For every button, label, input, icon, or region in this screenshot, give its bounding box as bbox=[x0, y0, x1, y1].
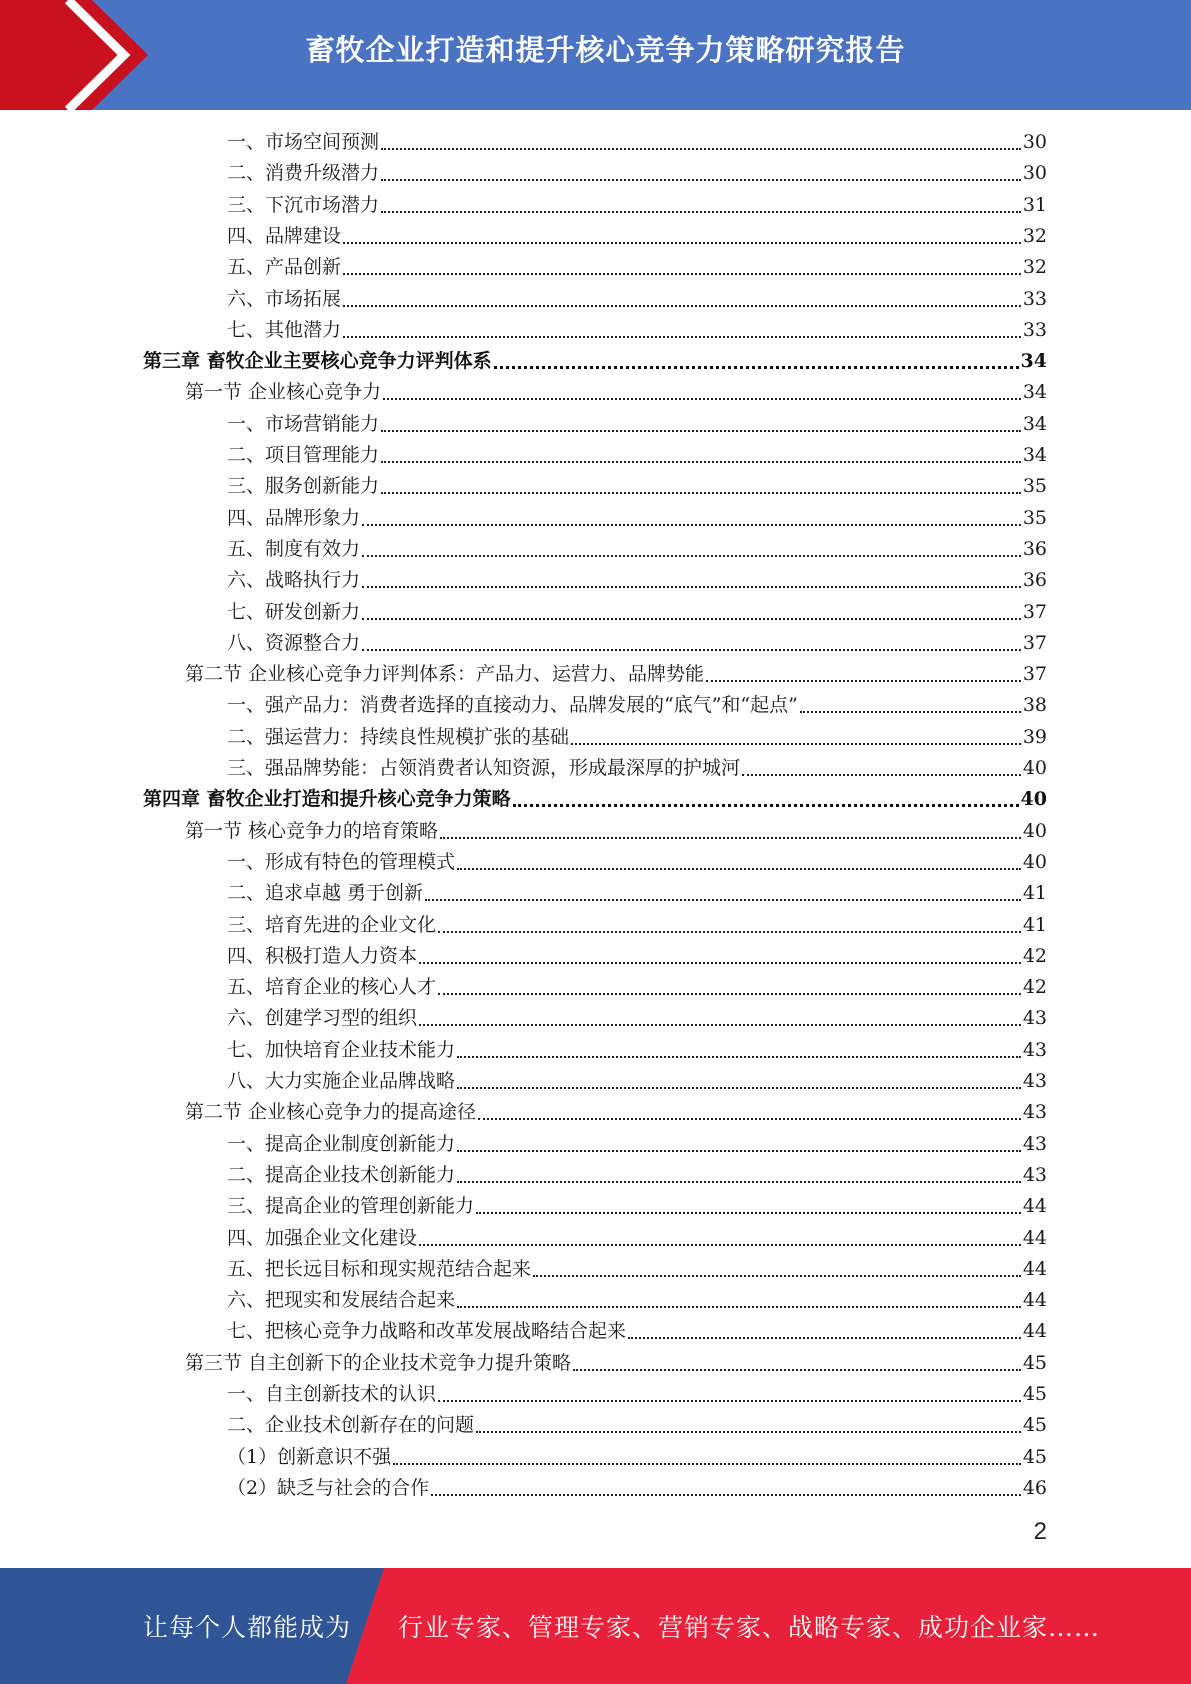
toc-entry-page-number: 43 bbox=[1022, 1070, 1047, 1092]
toc-entry-title: 一、提高企业制度创新能力 bbox=[227, 1132, 456, 1155]
toc-entry-title: 七、其他潜力 bbox=[227, 318, 342, 341]
toc-dot-leader bbox=[381, 148, 1021, 150]
toc-entry-page-number: 43 bbox=[1022, 1038, 1047, 1061]
toc-entry-page-number: 44 bbox=[1022, 1257, 1047, 1280]
toc-entry-item[interactable] bbox=[227, 471, 1047, 502]
toc-entry-title: 第三章 畜牧企业主要核心竞争力评判体系 bbox=[143, 350, 492, 373]
toc-entry-section[interactable] bbox=[185, 1348, 1047, 1379]
toc-entry-page-number: 40 bbox=[1022, 757, 1047, 779]
toc-entry-title: 三、服务创新能力 bbox=[227, 475, 380, 498]
toc-dot-leader bbox=[362, 555, 1021, 557]
toc-entry-item[interactable] bbox=[227, 158, 1047, 189]
toc-entry-title: 一、自主创新技术的认识 bbox=[227, 1383, 437, 1405]
toc-entry-page-number: 41 bbox=[1022, 913, 1047, 936]
toc-entry-section[interactable] bbox=[185, 816, 1047, 847]
toc-dot-leader bbox=[381, 430, 1021, 432]
toc-dot-leader bbox=[438, 993, 1021, 995]
toc-entry-title: 一、市场空间预测 bbox=[227, 131, 380, 153]
toc-entry-item[interactable] bbox=[227, 1316, 1047, 1347]
toc-entry-title: （2）缺乏与社会的合作 bbox=[227, 1476, 430, 1499]
toc-entry-item[interactable] bbox=[227, 252, 1047, 283]
toc-entry-title: 二、企业技术创新存在的问题 bbox=[227, 1414, 475, 1437]
toc-entry-item[interactable] bbox=[227, 1066, 1047, 1097]
toc-entry-item[interactable] bbox=[227, 1285, 1047, 1316]
toc-entry-title: 六、市场拓展 bbox=[227, 287, 342, 310]
toc-dot-leader bbox=[393, 1463, 1021, 1465]
toc-dot-leader bbox=[383, 398, 1021, 400]
toc-entry-page-number: 40 bbox=[1020, 788, 1047, 811]
toc-entry-page-number: 44 bbox=[1022, 1320, 1047, 1343]
toc-entry-item[interactable] bbox=[227, 190, 1047, 221]
toc-entry-page-number: 36 bbox=[1022, 537, 1047, 560]
toc-entry-item[interactable] bbox=[227, 628, 1047, 659]
toc-entry-page-number: 37 bbox=[1022, 600, 1047, 623]
toc-dot-leader bbox=[571, 743, 1021, 745]
toc-dot-leader bbox=[800, 711, 1021, 713]
toc-entry-title: 一、市场营销能力 bbox=[227, 412, 380, 435]
toc-dot-leader bbox=[362, 649, 1021, 651]
toc-entry-page-number: 34 bbox=[1022, 381, 1047, 404]
toc-entry-title: 三、下沉市场潜力 bbox=[227, 193, 380, 216]
toc-entry-page-number: 34 bbox=[1022, 412, 1047, 435]
toc-dot-leader bbox=[457, 1056, 1021, 1058]
toc-dot-leader bbox=[362, 524, 1021, 526]
toc-entry-item[interactable] bbox=[227, 597, 1047, 628]
page-footer bbox=[0, 1568, 1191, 1684]
page-number: 2 bbox=[1033, 1518, 1047, 1545]
toc-dot-leader bbox=[457, 868, 1021, 870]
toc-entry-title: 三、强品牌势能：占领消费者认知资源，形成最深厚的护城河 bbox=[227, 757, 741, 779]
toc-entry-page-number: 41 bbox=[1022, 882, 1047, 905]
toc-entry-page-number: 37 bbox=[1022, 663, 1047, 686]
toc-dot-leader bbox=[362, 618, 1021, 620]
footer-slogan-right: 行业专家、管理专家、营销专家、战略专家、成功企业家…… bbox=[398, 1613, 1101, 1642]
toc-entry-page-number: 35 bbox=[1022, 475, 1047, 498]
toc-entry-page-number: 43 bbox=[1022, 1163, 1047, 1186]
toc-entry-item[interactable] bbox=[227, 284, 1047, 315]
toc-entry-title: 五、制度有效力 bbox=[227, 537, 361, 560]
toc-entry-title: （1）创新意识不强 bbox=[227, 1445, 392, 1468]
toc-dot-leader bbox=[457, 1087, 1021, 1089]
toc-dot-leader bbox=[457, 1150, 1021, 1152]
toc-entry-title: 四、积极打造人力资本 bbox=[227, 944, 418, 967]
toc-entry-subitem[interactable] bbox=[227, 1442, 1047, 1473]
toc-entry-title: 八、资源整合力 bbox=[227, 631, 361, 654]
toc-entry-page-number: 43 bbox=[1022, 1101, 1047, 1124]
toc-entry-item[interactable] bbox=[227, 941, 1047, 972]
toc-entry-title: 五、把长远目标和现实规范结合起来 bbox=[227, 1257, 532, 1280]
toc-dot-leader bbox=[513, 804, 1019, 807]
toc-entry-page-number: 34 bbox=[1022, 444, 1047, 466]
toc-dot-leader bbox=[431, 1494, 1021, 1496]
toc-dot-leader bbox=[494, 366, 1019, 369]
toc-entry-item[interactable] bbox=[227, 1035, 1047, 1066]
toc-entry-page-number: 42 bbox=[1022, 976, 1047, 999]
toc-entry-item[interactable] bbox=[227, 1254, 1047, 1285]
toc-entry-page-number: 45 bbox=[1022, 1383, 1047, 1405]
toc-entry-title: 三、培育先进的企业文化 bbox=[227, 913, 437, 936]
toc-dot-leader bbox=[457, 1306, 1021, 1308]
toc-entry-title: 八、大力实施企业品牌战略 bbox=[227, 1070, 456, 1092]
toc-entry-page-number: 39 bbox=[1022, 725, 1047, 748]
toc-entry-page-number: 33 bbox=[1022, 287, 1047, 310]
toc-entry-title: 第一节 企业核心竞争力 bbox=[185, 381, 382, 404]
toc-dot-leader bbox=[706, 680, 1021, 682]
toc-dot-leader bbox=[381, 461, 1021, 463]
toc-dot-leader bbox=[425, 899, 1021, 901]
toc-entry-item[interactable] bbox=[227, 1129, 1047, 1160]
toc-dot-leader bbox=[478, 1118, 1021, 1120]
toc-entry-title: 一、形成有特色的管理模式 bbox=[227, 850, 456, 873]
toc-dot-leader bbox=[419, 962, 1021, 964]
toc-entry-title: 六、创建学习型的组织 bbox=[227, 1007, 418, 1030]
toc-entry-item[interactable] bbox=[227, 690, 1047, 721]
toc-entry-item[interactable] bbox=[227, 409, 1047, 440]
toc-entry-item[interactable] bbox=[227, 753, 1047, 784]
toc-entry-item[interactable] bbox=[227, 221, 1047, 252]
toc-entry-item[interactable] bbox=[227, 1191, 1047, 1222]
toc-entry-item[interactable] bbox=[227, 127, 1047, 158]
toc-dot-leader bbox=[476, 1431, 1021, 1433]
toc-entry-title: 二、项目管理能力 bbox=[227, 444, 380, 466]
toc-entry-page-number: 37 bbox=[1022, 631, 1047, 654]
toc-entry-page-number: 45 bbox=[1022, 1414, 1047, 1437]
toc-entry-title: 第三节 自主创新下的企业技术竞争力提升策略 bbox=[185, 1351, 572, 1374]
toc-entry-item[interactable] bbox=[227, 503, 1047, 534]
toc-entry-item[interactable] bbox=[227, 1410, 1047, 1441]
toc-entry-title: 第一节 核心竞争力的培育策略 bbox=[185, 819, 439, 842]
toc-entry-title: 七、研发创新力 bbox=[227, 600, 361, 623]
toc-entry-item[interactable] bbox=[227, 1160, 1047, 1191]
toc-entry-page-number: 32 bbox=[1022, 224, 1047, 247]
toc-entry-page-number: 38 bbox=[1022, 694, 1047, 717]
toc-entry-title: 七、把核心竞争力战略和改革发展战略结合起来 bbox=[227, 1320, 627, 1343]
toc-dot-leader bbox=[438, 931, 1021, 933]
toc-dot-leader bbox=[476, 1212, 1021, 1214]
footer-slogan-left: 让每个人都能成为 bbox=[143, 1613, 352, 1642]
toc-dot-leader bbox=[343, 273, 1021, 275]
toc-entry-page-number: 31 bbox=[1022, 193, 1047, 216]
toc-entry-page-number: 32 bbox=[1022, 256, 1047, 279]
toc-entry-item[interactable] bbox=[227, 722, 1047, 753]
toc-entry-page-number: 40 bbox=[1022, 819, 1047, 842]
toc-entry-title: 四、品牌建设 bbox=[227, 224, 342, 247]
toc-entry-page-number: 43 bbox=[1022, 1007, 1047, 1030]
toc-dot-leader bbox=[343, 305, 1021, 307]
toc-entry-page-number: 30 bbox=[1022, 131, 1047, 153]
toc-entry-title: 四、加强企业文化建设 bbox=[227, 1226, 418, 1249]
page-header bbox=[0, 0, 1191, 110]
toc-dot-leader bbox=[343, 336, 1021, 338]
toc-entry-page-number: 46 bbox=[1022, 1476, 1047, 1499]
toc-dot-leader bbox=[628, 1337, 1021, 1339]
toc-entry-title: 二、强运营力：持续良性规模扩张的基础 bbox=[227, 725, 570, 748]
toc-dot-leader bbox=[438, 1400, 1021, 1402]
toc-entry-page-number: 36 bbox=[1022, 569, 1047, 592]
toc-entry-item[interactable] bbox=[227, 534, 1047, 565]
toc-entry-title: 第二节 企业核心竞争力的提高途径 bbox=[185, 1101, 477, 1124]
toc-entry-title: 六、战略执行力 bbox=[227, 569, 361, 592]
toc-entry-title: 二、追求卓越 勇于创新 bbox=[227, 882, 424, 905]
toc-entry-section[interactable] bbox=[185, 1097, 1047, 1128]
toc-entry-title: 五、产品创新 bbox=[227, 256, 342, 279]
toc-entry-chapter[interactable] bbox=[143, 784, 1047, 815]
toc-entry-title: 二、提高企业技术创新能力 bbox=[227, 1163, 456, 1186]
toc-dot-leader bbox=[742, 774, 1021, 776]
toc-entry-page-number: 45 bbox=[1022, 1351, 1047, 1374]
toc-dot-leader bbox=[343, 242, 1021, 244]
toc-entry-title: 三、提高企业的管理创新能力 bbox=[227, 1195, 475, 1218]
report-title: 畜牧企业打造和提升核心竞争力策略研究报告 bbox=[305, 33, 906, 67]
toc-entry-section[interactable] bbox=[185, 377, 1047, 408]
toc-entry-item[interactable] bbox=[227, 1003, 1047, 1034]
toc-dot-leader bbox=[381, 492, 1021, 494]
toc-entry-page-number: 33 bbox=[1022, 318, 1047, 341]
toc-dot-leader bbox=[573, 1369, 1021, 1371]
toc-entry-item[interactable] bbox=[227, 315, 1047, 346]
toc-entry-item[interactable] bbox=[227, 878, 1047, 909]
toc-entry-page-number: 45 bbox=[1022, 1445, 1047, 1468]
toc-entry-page-number: 35 bbox=[1022, 506, 1047, 529]
toc-entry-subitem[interactable] bbox=[227, 1473, 1047, 1504]
toc-dot-leader bbox=[533, 1275, 1021, 1277]
toc-entry-item[interactable] bbox=[227, 847, 1047, 878]
toc-dot-leader bbox=[362, 586, 1021, 588]
toc-entry-title: 一、强产品力：消费者选择的直接动力、品牌发展的“底气”和“起点” bbox=[227, 694, 798, 717]
toc-entry-page-number: 30 bbox=[1022, 162, 1047, 185]
toc-dot-leader bbox=[381, 211, 1021, 213]
toc-entry-page-number: 44 bbox=[1022, 1289, 1047, 1312]
toc-entry-title: 四、品牌形象力 bbox=[227, 506, 361, 529]
toc-entry-page-number: 44 bbox=[1022, 1195, 1047, 1218]
toc-dot-leader bbox=[419, 1244, 1021, 1246]
toc-dot-leader bbox=[381, 179, 1021, 181]
toc-entry-title: 五、培育企业的核心人才 bbox=[227, 976, 437, 999]
toc-entry-item[interactable] bbox=[227, 1379, 1047, 1410]
toc-entry-item[interactable] bbox=[227, 1223, 1047, 1254]
toc-entry-page-number: 43 bbox=[1022, 1132, 1047, 1155]
toc-entry-page-number: 44 bbox=[1022, 1226, 1047, 1249]
toc-entry-chapter[interactable] bbox=[143, 346, 1047, 377]
toc-entry-title: 七、加快培育企业技术能力 bbox=[227, 1038, 456, 1061]
toc-entry-item[interactable] bbox=[227, 440, 1047, 471]
toc-entry-page-number: 34 bbox=[1020, 350, 1047, 373]
toc-entry-title: 六、把现实和发展结合起来 bbox=[227, 1289, 456, 1312]
toc-entry-title: 二、消费升级潜力 bbox=[227, 162, 380, 185]
toc-entry-page-number: 40 bbox=[1022, 850, 1047, 873]
toc-entry-section[interactable] bbox=[185, 659, 1047, 690]
toc-entry-page-number: 42 bbox=[1022, 944, 1047, 967]
toc-dot-leader bbox=[457, 1181, 1021, 1183]
toc-dot-leader bbox=[419, 1024, 1021, 1026]
toc-entry-title: 第二节 企业核心竞争力评判体系：产品力、运营力、品牌势能 bbox=[185, 663, 705, 686]
toc-entry-item[interactable] bbox=[227, 972, 1047, 1003]
toc-entry-item[interactable] bbox=[227, 565, 1047, 596]
toc-dot-leader bbox=[440, 837, 1021, 839]
toc-entry-title: 第四章 畜牧企业打造和提升核心竞争力策略 bbox=[143, 788, 511, 811]
toc-entry-item[interactable] bbox=[227, 910, 1047, 941]
